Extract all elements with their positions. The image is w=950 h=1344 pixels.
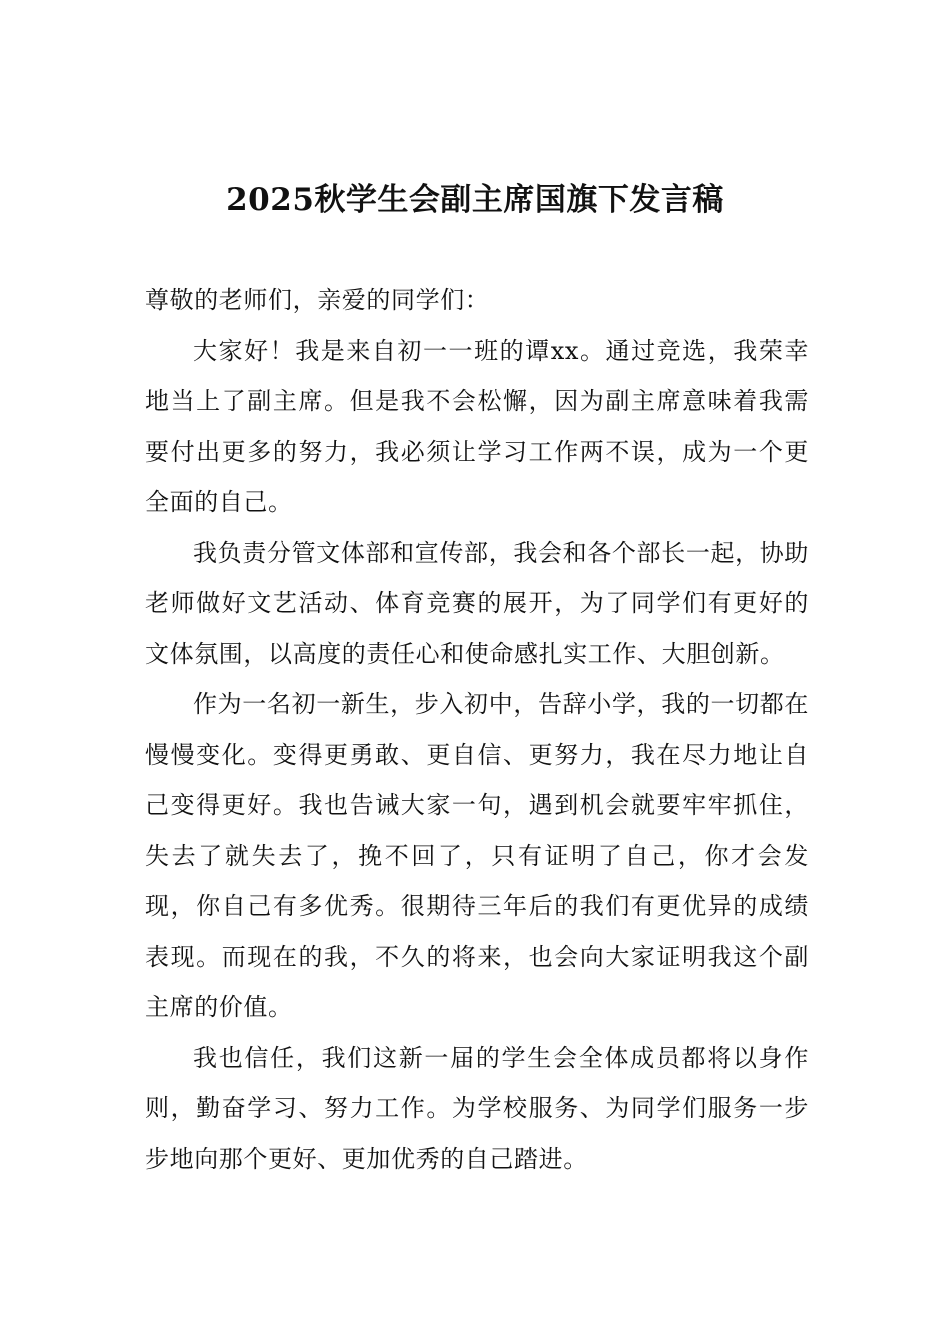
- paragraph: 我也信任，我们这新一届的学生会全体成员都将以身作则，勤奋学习、努力工作。为学校服务、为同学们服务一步步地向那个更好、更加优秀的自己踏进。: [145, 1043, 809, 1173]
- paragraph: 我负责分管文体部和宣传部，我会和各个部长一起，协助老师做好文艺活动、体育竞赛的展开，为了同学们有更好的文体氛围，以高度的责任心和使命感扎实工作、大胆创新。: [145, 538, 809, 668]
- salutation: 尊敬的老师们，亲爱的同学们：: [145, 286, 490, 314]
- document-title: 2025秋学生会副主席国旗下发言稿: [226, 182, 724, 218]
- paragraph: 大家好！我是来自初一一班的谭xx。通过竞选，我荣幸地当上了副主席。但是我不会松懈，因为副主席意味着我需要付出更多的努力，我必须让学习工作两不误，成为一个更全面的自己。: [145, 336, 809, 516]
- paragraph: 作为一名初一新生，步入初中，告辞小学，我的一切都在慢慢变化。变得更勇敢、更自信、更努力，我在尽力地让自己变得更好。我也告诫大家一句，遇到机会就要牢牢抓住，失去了就失去了，挽不回了，只有证明了自己，你才会发现，你自己有多优秀。很期待三年后的我们有更优异的成绩表现。而现在的我，不久的将来，也会向大家证明我这个副主席的价值。: [145, 690, 809, 1021]
- document-body: [145, 275, 809, 1184]
